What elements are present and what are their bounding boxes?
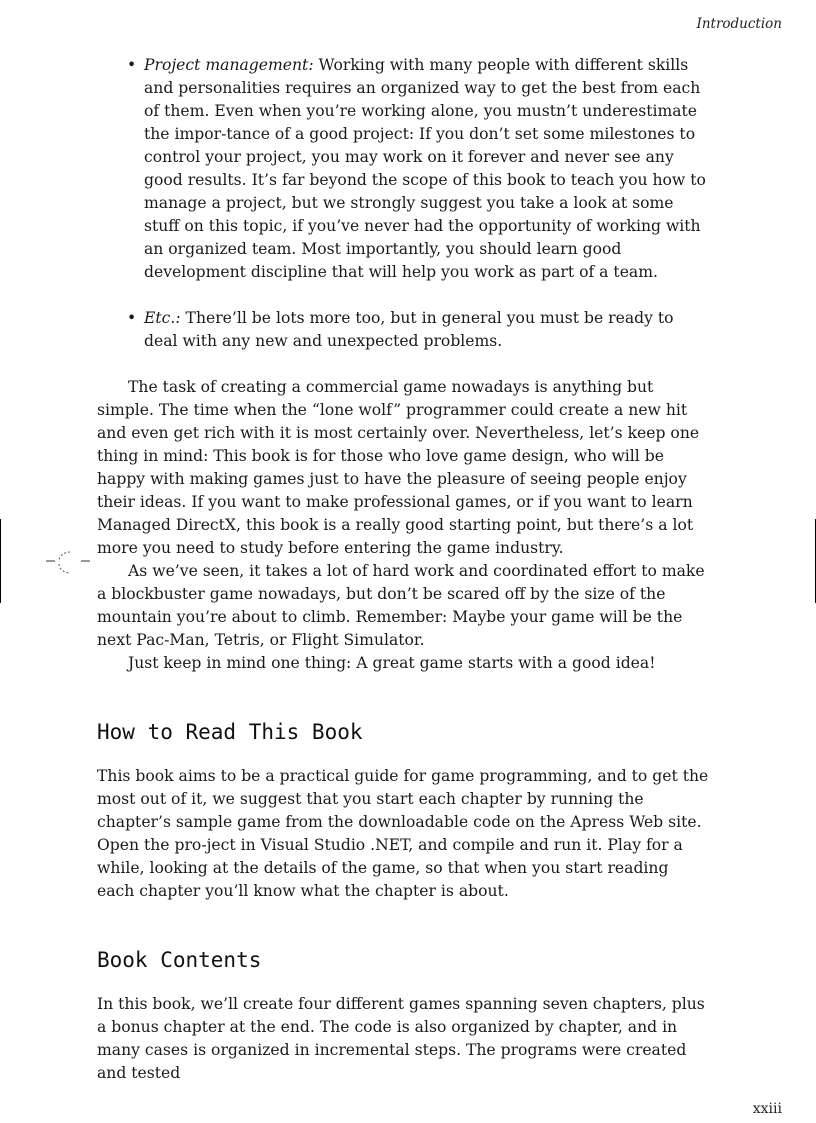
- running-head: Introduction: [696, 16, 782, 32]
- bullet-icon: •: [127, 309, 137, 327]
- page-number: xxiii: [752, 1101, 782, 1117]
- section-heading-how-to-read: How to Read This Book: [97, 720, 363, 744]
- bullet-text: There’ll be lots more too, but in general you must be ready to deal with any new and unexpected problems.: [144, 309, 674, 350]
- bullet-item-etc: [97, 307, 709, 353]
- section-paragraph: In this book, we’ll create four different games spanning seven chapters, plus a bonus chapter at the end. The code is also organized by chapter, and in many cases is organized in incremental steps. The programs were created and tested: [97, 995, 705, 1082]
- page-body: [97, 54, 709, 1085]
- bullet-term: Project management:: [144, 56, 314, 74]
- body-paragraph: Just keep in mind one thing: A great game starts with a good idea!: [128, 654, 656, 672]
- bullet-icon: •: [127, 56, 137, 74]
- body-paragraph: The task of creating a commercial game nowadays is anything but simple. The time when the “lone wolf” programmer could create a new hit and even get rich with it is most certainly over. Nevertheless, let’s keep one thing in mind: This book is for those who love game design, who will be happy with making games just to have the pleasure of seeing people enjoy their ideas. If you want to make professional games, or if you want to learn Managed DirectX, this book is a really good starting point, but there’s a lot more you need to study before entering the game industry.: [97, 378, 700, 557]
- bullet-text: Working with many people with different skills and personalities requires an organized way to get the best from each of them. Even when you’re working alone, you mustn’t underestimate the impor-tance of a good project: If you don’t set some milestones to control your project, you may work on it forever and never see any good results. It’s far beyond the scope of this book to teach you how to manage a project, but we strongly suggest you take a look at some stuff on this topic, if you’ve never had the opportunity of working with an organized team. Most importantly, you should learn good development discipline that will help you work as part of a team.: [144, 56, 706, 281]
- bullet-term: Etc.:: [144, 309, 181, 327]
- bullet-list: [97, 54, 709, 353]
- section-paragraph: This book aims to be a practical guide for game programming, and to get the most out of it, we suggest that you start each chapter by running the chapter’s sample game from the downloadable code on the Apress Web site. Open the pro-ject in Visual Studio .NET, and compile and run it. Play for a while, looking at the details of the game, so that when you start reading each chapter you’ll know what the chapter is about.: [97, 767, 709, 900]
- crop-mark-left: [0, 519, 1, 603]
- bullet-item-project-management: [97, 54, 709, 284]
- body-paragraph: As we’ve seen, it takes a lot of hard work and coordinated effort to make a blockbuster game nowadays, but don’t be scared off by the size of the mountain you’re about to climb. Remember: Maybe your game will be the next Pac-Man, Tetris, or Flight Simulator.: [97, 562, 705, 649]
- registration-mark-icon: [46, 549, 92, 577]
- section-heading-book-contents: Book Contents: [97, 948, 262, 972]
- intro-paragraphs: [97, 376, 709, 675]
